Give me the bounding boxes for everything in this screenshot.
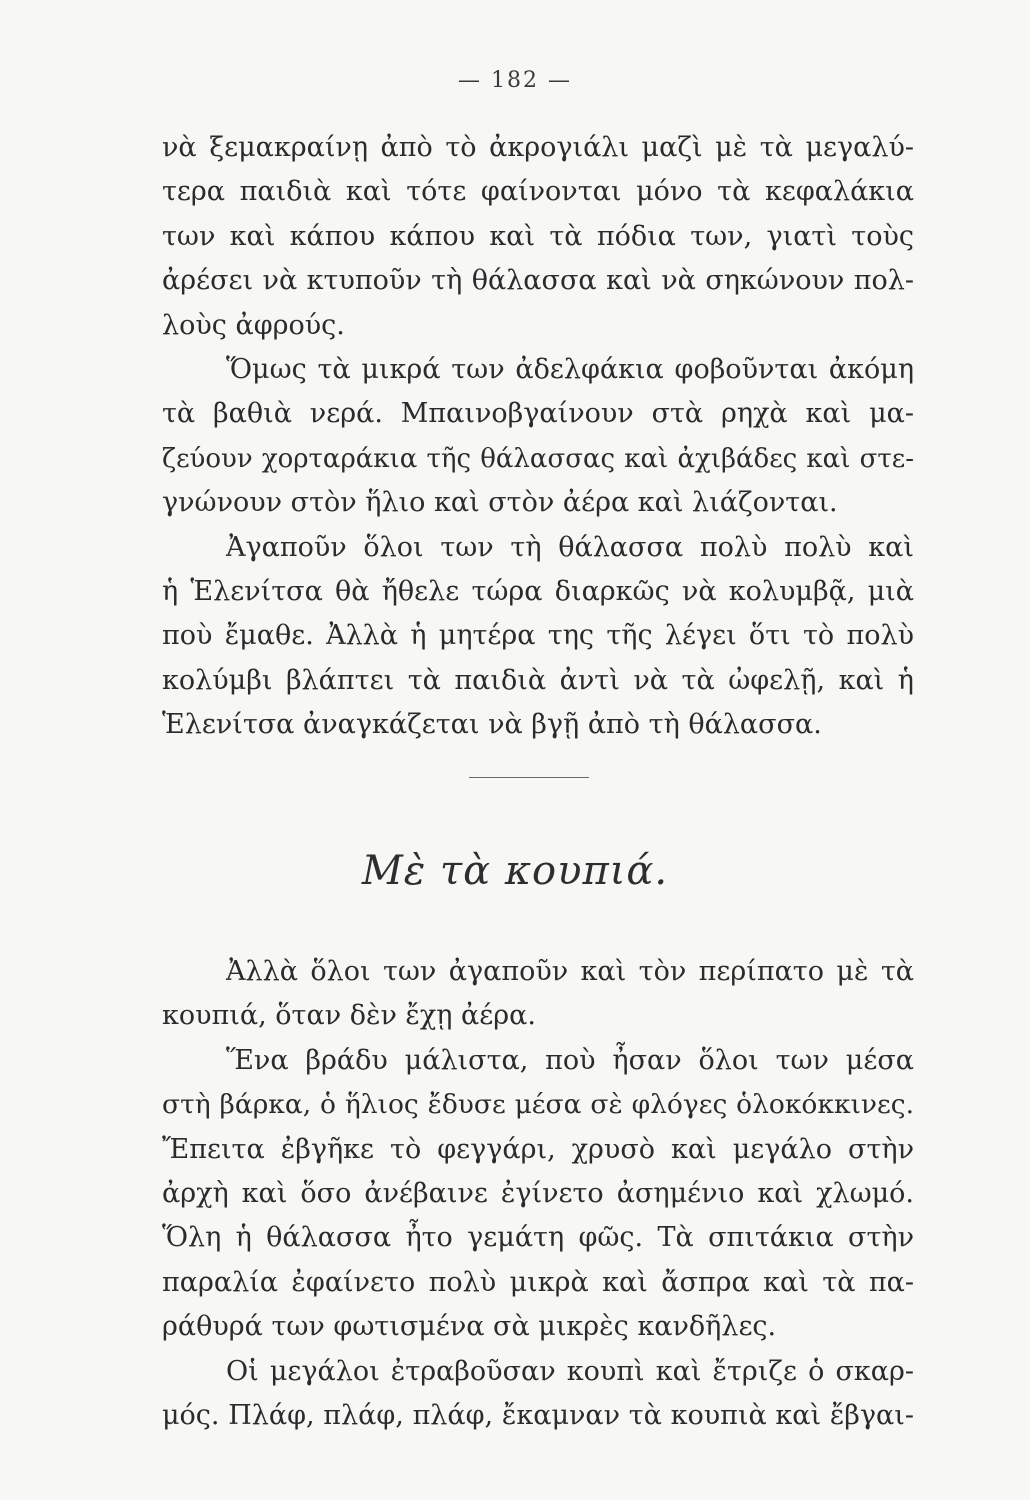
text-line: ἀρέσει νὰ κτυποῦν τὴ θάλασσα καὶ νὰ σηκώνουν πολ- — [162, 265, 914, 297]
text-line: Ἕνα βράδυ μάλιστα, ποὺ ἦσαν ὅλοι των μέσα — [226, 1044, 914, 1076]
text-line: ἡ Ἑλενίτσα θὰ ἤθελε τώρα διαρκῶς νὰ κολυμβᾷ, μιὰ — [162, 575, 914, 607]
text-line: κουπιά, ὅταν δὲν ἔχῃ ἀέρα. — [162, 1000, 536, 1032]
text-line: Οἱ μεγάλοι ἐτραβοῦσαν κουπὶ καὶ ἔτριζε ὁ σκαρ- — [226, 1355, 914, 1387]
text-line: τὰ βαθιὰ νερά. Μπαινοβγαίνουν στὰ ρηχὰ καὶ μα- — [162, 398, 914, 430]
text-line: Ἑλενίτσα ἀναγκάζεται νὰ βγῇ ἀπὸ τὴ θάλασσα. — [162, 709, 822, 741]
text-line: ποὺ ἔμαθε. Ἀλλὰ ἡ μητέρα της τῆς λέγει ὅτι τὸ πολὺ — [162, 620, 914, 652]
section-divider — [469, 777, 589, 778]
text-line: νὰ ξεμακραίνῃ ἀπὸ τὸ ἀκρογιάλι μαζὶ μὲ τὰ μεγαλύ- — [162, 132, 914, 163]
text-line: Ὅμως τὰ μικρά των ἀδελφάκια φοβοῦνται ἀκόμη — [226, 353, 914, 385]
paragraph-block-section — [162, 950, 914, 1438]
text-line: στὴ βάρκα, ὁ ἥλιος ἔδυσε μέσα σὲ φλόγες ὁλοκόκκινες. — [162, 1089, 914, 1121]
text-line: ζεύουν χορταράκια τῆς θάλασσας καὶ ἀχιβάδες καὶ στε- — [162, 443, 914, 474]
text-line: μός. Πλάφ, πλάφ, πλάφ, ἔκαμναν τὰ κουπιὰ καὶ ἔβγαι- — [162, 1399, 914, 1431]
section-title: Μὲ τὰ κουπιά. — [361, 848, 669, 894]
text-line: Ὅλη ἡ θάλασσα ἦτο γεμάτη φῶς. Τὰ σπιτάκια στὴν — [162, 1222, 914, 1254]
text-line: Ἀγαποῦν ὅλοι των τὴ θάλασσα πολὺ πολὺ καὶ — [226, 531, 914, 563]
text-line: παραλία ἐφαίνετο πολὺ μικρὰ καὶ ἄσπρα καὶ τὰ πα- — [162, 1266, 914, 1298]
text-line: τερα παιδιὰ καὶ τότε φαίνονται μόνο τὰ κεφαλάκια — [162, 176, 914, 208]
text-line: Ἔπειτα ἐβγῆκε τὸ φεγγάρι, χρυσὸ καὶ μεγάλο στὴν — [162, 1133, 914, 1165]
text-line: γνώνουν στὸν ἥλιο καὶ στὸν ἀέρα καὶ λιάζονται. — [162, 487, 838, 519]
text-line: κολύμβι βλάπτει τὰ παιδιὰ ἀντὶ νὰ τὰ ὠφελῇ, καὶ ἡ — [162, 664, 914, 696]
page-number: — 182 — — [458, 68, 572, 93]
text-line: ἀρχὴ καὶ ὅσο ἀνέβαινε ἐγίνετο ἀσημένιο καὶ χλωμό. — [162, 1177, 914, 1209]
text-line: ράθυρά των φωτισμένα σὰ μικρὲς κανδῆλες. — [162, 1311, 777, 1343]
paragraph-block-continued — [162, 126, 914, 747]
text-line: Ἀλλὰ ὅλοι των ἀγαποῦν καὶ τὸν περίπατο μὲ τὰ — [226, 956, 914, 987]
text-line: των καὶ κάπου κάπου καὶ τὰ πόδια των, γιατὶ τοὺς — [162, 220, 914, 252]
text-line: λοὺς ἀφρούς. — [162, 309, 345, 341]
